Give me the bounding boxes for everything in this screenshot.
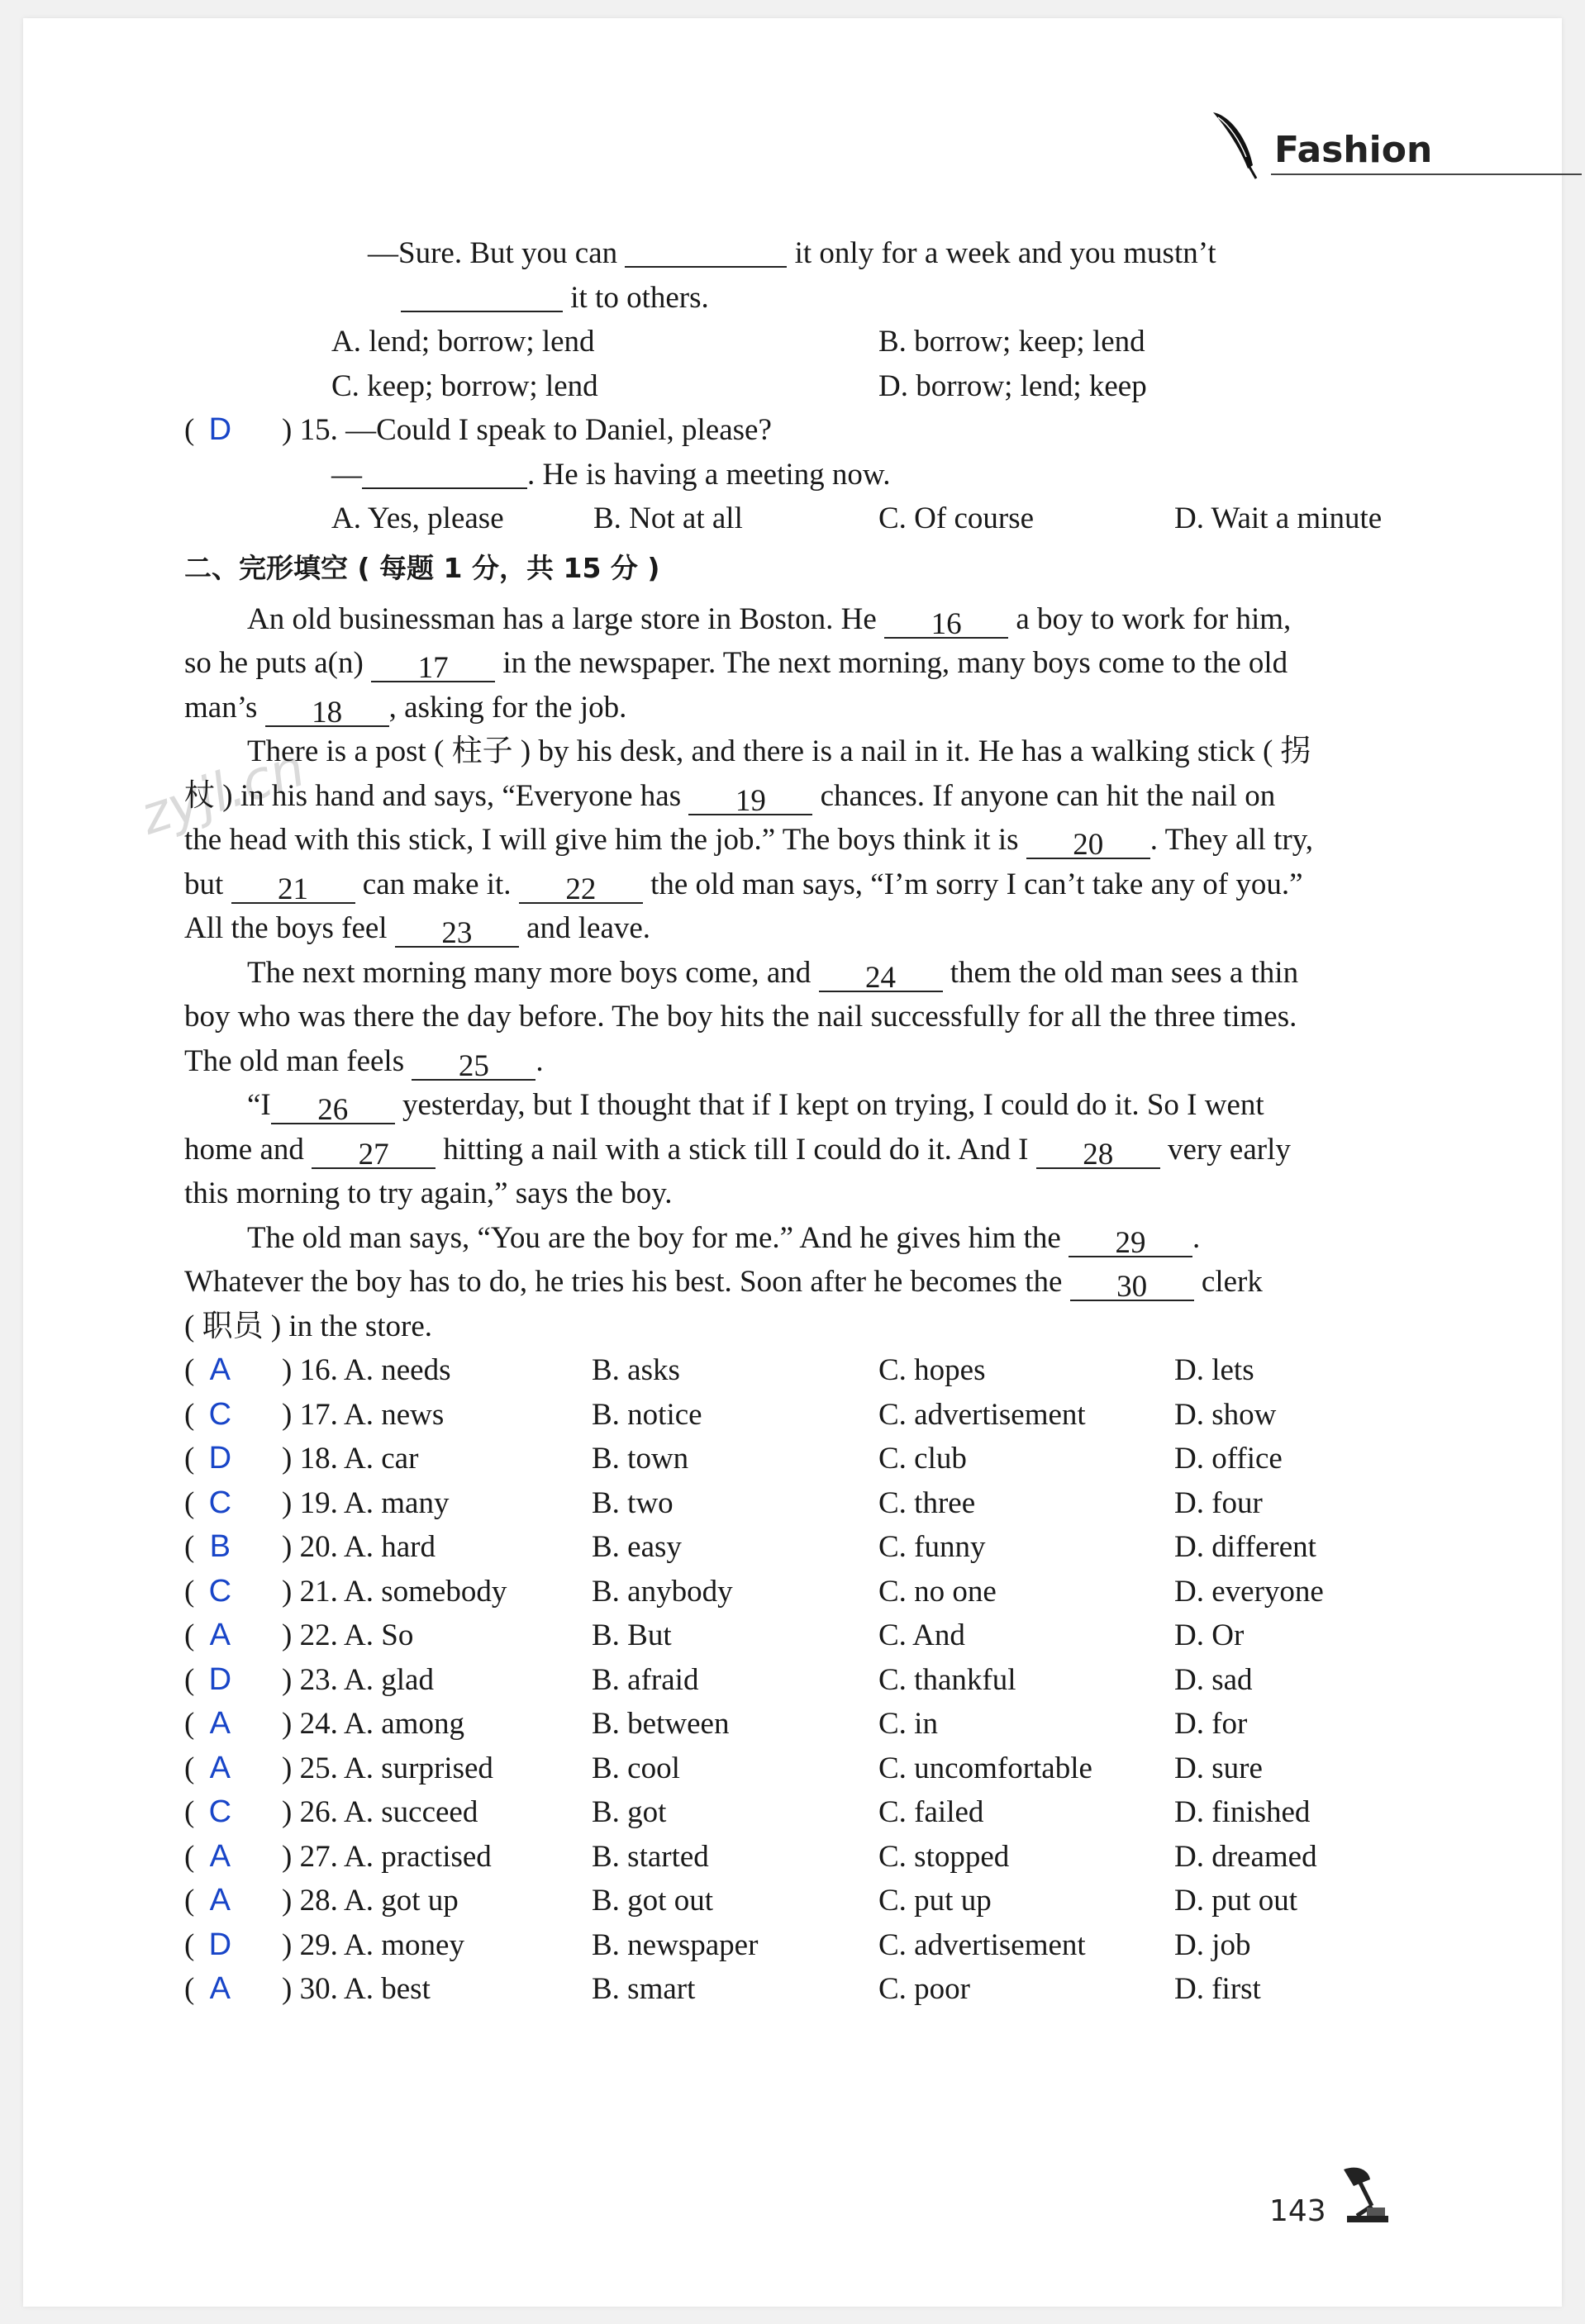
option-a: A. lend; borrow; lend bbox=[331, 325, 595, 359]
option-d: D. put out bbox=[1174, 1884, 1298, 1918]
q14-line1 bbox=[184, 231, 1407, 276]
option-b: B. got out bbox=[592, 1884, 713, 1918]
option-c: C. club bbox=[878, 1442, 967, 1476]
blank-18: 18 bbox=[265, 691, 389, 727]
header-rule bbox=[1271, 173, 1582, 175]
passage-line bbox=[184, 1305, 1407, 1349]
passage-line bbox=[184, 1083, 1407, 1128]
option-b: B. easy bbox=[592, 1530, 682, 1564]
answer-paren: ( A bbox=[184, 1702, 282, 1747]
answer-blank bbox=[401, 276, 563, 312]
answer-mark: A bbox=[209, 1838, 231, 1874]
text: An old businessman has a large store in Boston. He bbox=[247, 601, 877, 636]
option-d: D. dreamed bbox=[1174, 1839, 1317, 1874]
passage-line bbox=[184, 774, 1407, 819]
blank-21: 21 bbox=[231, 867, 355, 904]
blank-26: 26 bbox=[271, 1088, 395, 1124]
blank-27: 27 bbox=[312, 1133, 436, 1169]
answer-mark: D bbox=[208, 1441, 232, 1476]
answer-paren: ( A bbox=[184, 1835, 282, 1880]
option-c: C. keep; borrow; lend bbox=[331, 368, 598, 403]
question-stem bbox=[184, 1967, 431, 2012]
answer-blank bbox=[625, 231, 787, 268]
passage-line bbox=[184, 906, 1407, 951]
question-row bbox=[184, 1613, 1407, 1658]
q14-line2 bbox=[184, 276, 1407, 321]
question-text: ) 21. A. somebody bbox=[282, 1574, 507, 1609]
question-row bbox=[184, 1747, 1407, 1791]
passage-line bbox=[184, 1039, 1407, 1084]
question-text: ) 18. A. car bbox=[282, 1442, 419, 1476]
question-text: ) 20. A. hard bbox=[282, 1530, 436, 1564]
answer-paren: ( C bbox=[184, 1481, 282, 1526]
passage-line bbox=[184, 951, 1407, 996]
q14-options-row2 bbox=[184, 364, 1407, 409]
question-row bbox=[184, 1658, 1407, 1703]
option-b: B. newspaper bbox=[592, 1927, 759, 1962]
option-b: B. cool bbox=[592, 1751, 680, 1785]
text: ( 职员 ) in the store. bbox=[184, 1309, 433, 1343]
option-c: C. put up bbox=[878, 1884, 992, 1918]
question-text: ) 23. A. glad bbox=[282, 1662, 434, 1697]
blank-20: 20 bbox=[1026, 823, 1150, 859]
option-b: B. town bbox=[592, 1442, 689, 1476]
q15-stem bbox=[184, 408, 1407, 453]
passage-line bbox=[184, 686, 1407, 730]
blank-22: 22 bbox=[519, 867, 643, 904]
section-title: 二、完形填空 ( 每题 1 分，共 15 分 ) bbox=[184, 551, 660, 584]
question-text: ) 15. —Could I speak to Daniel, please? bbox=[282, 413, 772, 447]
question-text: ) 25. A. surprised bbox=[282, 1751, 493, 1785]
option-c: C. failed bbox=[878, 1795, 984, 1829]
blank-23: 23 bbox=[395, 911, 519, 948]
option-d: D. sure bbox=[1174, 1751, 1263, 1785]
option-a: A. Yes, please bbox=[331, 501, 504, 535]
passage-line bbox=[184, 641, 1407, 686]
option-d: D. lets bbox=[1174, 1353, 1254, 1387]
option-b: B. started bbox=[592, 1839, 709, 1874]
answer-paren: ( D bbox=[184, 1658, 282, 1703]
question-list bbox=[184, 1348, 1407, 2012]
option-c: C. advertisement bbox=[878, 1927, 1086, 1962]
answer-paren: ( A bbox=[184, 1967, 282, 2012]
option-b: B. between bbox=[592, 1707, 730, 1741]
option-c: C. no one bbox=[878, 1574, 997, 1609]
question-text: ) 24. A. among bbox=[282, 1707, 464, 1741]
page-number: 143 bbox=[1269, 2194, 1326, 2228]
question-text: ) 22. A. So bbox=[282, 1618, 414, 1652]
question-row bbox=[184, 1702, 1407, 1747]
answer-mark: A bbox=[209, 1971, 231, 2006]
question-row bbox=[184, 1835, 1407, 1880]
text: but bbox=[184, 867, 224, 901]
question-text: ) 26. A. succeed bbox=[282, 1795, 478, 1829]
answer-paren: ( A bbox=[184, 1348, 282, 1393]
answer-paren: ( C bbox=[184, 1570, 282, 1614]
text: hitting a nail with a stick till I could do it. And I bbox=[443, 1132, 1029, 1167]
question-stem bbox=[184, 1481, 449, 1526]
text: . They all try, bbox=[1149, 823, 1314, 857]
text: The old man feels bbox=[184, 1043, 405, 1078]
question-stem bbox=[184, 1747, 493, 1791]
text: them the old man sees a thin bbox=[950, 955, 1299, 990]
answer-mark: C bbox=[208, 1794, 232, 1829]
answer-mark: A bbox=[209, 1706, 231, 1741]
text: There is a post ( 柱子 ) by his desk, and there is a nail in it. He has a walking stick ( 拐 bbox=[247, 734, 1311, 768]
text: yesterday, but I thought that if I kept on trying, I could do it. So I went bbox=[402, 1088, 1264, 1122]
answer-mark: C bbox=[208, 1573, 232, 1609]
option-b: B. smart bbox=[592, 1972, 696, 2006]
answer-mark: A bbox=[209, 1352, 231, 1387]
option-d: D. office bbox=[1174, 1442, 1283, 1476]
chapter-header bbox=[1207, 107, 1583, 182]
option-b: B. anybody bbox=[592, 1574, 733, 1609]
option-b: B. afraid bbox=[592, 1662, 699, 1697]
question-row bbox=[184, 1481, 1407, 1526]
option-d: D. show bbox=[1174, 1397, 1277, 1432]
answer-paren: ( C bbox=[184, 1790, 282, 1835]
answer-paren: ( B bbox=[184, 1525, 282, 1570]
option-d: D. Or bbox=[1174, 1618, 1245, 1652]
blank-29: 29 bbox=[1069, 1221, 1192, 1257]
passage-line bbox=[184, 1216, 1407, 1261]
text: The old man says, “You are the boy for me.” And he gives him the bbox=[247, 1220, 1061, 1255]
text: can make it. bbox=[362, 867, 512, 901]
option-c: C. poor bbox=[878, 1972, 970, 2006]
option-d: D. for bbox=[1174, 1707, 1248, 1741]
answer-paren: ( D bbox=[184, 1437, 282, 1481]
q15-line2 bbox=[184, 453, 1407, 497]
option-b: B. Not at all bbox=[593, 501, 743, 535]
question-text: ) 17. A. news bbox=[282, 1397, 445, 1432]
answer-mark: A bbox=[209, 1883, 231, 1918]
question-stem bbox=[184, 1613, 413, 1658]
question-stem bbox=[184, 1835, 492, 1880]
text: home and bbox=[184, 1132, 304, 1167]
desk-lamp-icon bbox=[1332, 2161, 1398, 2227]
option-c: C. in bbox=[878, 1707, 938, 1741]
blank-25: 25 bbox=[412, 1044, 535, 1081]
text: —Sure. But you can bbox=[368, 236, 618, 270]
text: the head with this stick, I will give him the job.” The boys think it is bbox=[184, 823, 1019, 857]
option-b: B. two bbox=[592, 1485, 674, 1520]
question-row bbox=[184, 1348, 1407, 1393]
answer-paren: ( A bbox=[184, 1747, 282, 1791]
text: a boy to work for him, bbox=[1016, 601, 1292, 636]
blank-30: 30 bbox=[1070, 1265, 1194, 1301]
passage-line bbox=[184, 995, 1407, 1039]
passage-line bbox=[184, 818, 1407, 863]
option-b: B. borrow; keep; lend bbox=[878, 325, 1145, 359]
option-b: B. got bbox=[592, 1795, 667, 1829]
option-c: C. Of course bbox=[878, 501, 1035, 535]
question-stem bbox=[184, 1393, 444, 1438]
passage-line bbox=[184, 597, 1407, 642]
answer-mark: A bbox=[209, 1750, 231, 1785]
text: . bbox=[1192, 1220, 1201, 1255]
option-d: D. sad bbox=[1174, 1662, 1253, 1697]
q14-options-row1 bbox=[184, 320, 1407, 364]
question-text: ) 19. A. many bbox=[282, 1485, 450, 1520]
blank-16: 16 bbox=[884, 602, 1008, 639]
question-row bbox=[184, 1570, 1407, 1614]
text: clerk bbox=[1201, 1265, 1263, 1299]
option-b: B. notice bbox=[592, 1397, 702, 1432]
text: the old man says, “I’m sorry I can’t take any of you.” bbox=[650, 867, 1303, 901]
text: this morning to try again,” says the boy. bbox=[184, 1176, 673, 1210]
blank-19: 19 bbox=[688, 779, 812, 815]
question-row bbox=[184, 1437, 1407, 1481]
answer-mark: C bbox=[208, 1485, 232, 1520]
text: The next morning many more boys come, and bbox=[247, 955, 812, 990]
question-stem bbox=[184, 1790, 478, 1835]
text: it to others. bbox=[570, 280, 709, 315]
option-c: C. And bbox=[878, 1618, 965, 1652]
question-stem bbox=[184, 1923, 464, 1968]
passage-line bbox=[184, 863, 1407, 907]
option-d: D. four bbox=[1174, 1485, 1263, 1520]
text: . bbox=[535, 1043, 544, 1078]
answer-mark: D bbox=[208, 1927, 232, 1962]
answer-paren: ( C bbox=[184, 1393, 282, 1438]
text: it only for a week and you mustn’t bbox=[794, 236, 1216, 270]
text: Whatever the boy has to do, he tries his best. Soon after he becomes the bbox=[184, 1265, 1063, 1299]
text: very early bbox=[1167, 1132, 1291, 1167]
option-b: B. asks bbox=[592, 1353, 680, 1387]
question-text: ) 28. A. got up bbox=[282, 1884, 459, 1918]
answer-paren: ( A bbox=[184, 1879, 282, 1923]
passage-line bbox=[184, 730, 1407, 774]
text: “I bbox=[247, 1088, 271, 1122]
text: chances. If anyone can hit the nail on bbox=[820, 778, 1276, 813]
question-stem bbox=[184, 1702, 464, 1747]
text: — bbox=[331, 457, 362, 492]
option-d: D. finished bbox=[1174, 1795, 1311, 1829]
option-c: C. three bbox=[878, 1485, 976, 1520]
answer-mark: A bbox=[209, 1618, 231, 1652]
question-stem bbox=[184, 1348, 451, 1393]
option-c: C. hopes bbox=[878, 1353, 986, 1387]
answer-paren: ( D bbox=[184, 408, 282, 453]
passage-line bbox=[184, 1260, 1407, 1305]
question-text: ) 30. A. best bbox=[282, 1972, 431, 2006]
quill-pen-icon bbox=[1207, 107, 1264, 182]
passage-line bbox=[184, 1128, 1407, 1172]
text: and leave. bbox=[526, 911, 651, 945]
answer-mark: C bbox=[208, 1396, 232, 1432]
text: . He is having a meeting now. bbox=[527, 457, 891, 492]
text: in the newspaper. The next morning, many boys come to the old bbox=[502, 646, 1288, 680]
text: , asking for the job. bbox=[388, 690, 627, 725]
text: boy who was there the day before. The boy hits the nail successfully for all the three times. bbox=[184, 1000, 1297, 1034]
exercise-content bbox=[184, 231, 1407, 2012]
blank-28: 28 bbox=[1036, 1133, 1160, 1169]
text: man’s bbox=[184, 690, 258, 725]
chapter-title: Fashion bbox=[1274, 129, 1433, 171]
option-c: C. advertisement bbox=[878, 1397, 1086, 1432]
option-d: D. borrow; lend; keep bbox=[878, 368, 1147, 403]
option-d: D. first bbox=[1174, 1972, 1261, 2006]
option-c: C. funny bbox=[878, 1530, 986, 1564]
text: 杖 ) in his hand and says, “Everyone has bbox=[184, 778, 682, 813]
question-text: ) 29. A. money bbox=[282, 1927, 464, 1962]
option-d: D. Wait a minute bbox=[1174, 501, 1383, 535]
answer-paren: ( A bbox=[184, 1613, 282, 1658]
question-row bbox=[184, 1879, 1407, 1923]
watermark: zyjl.cn bbox=[133, 737, 312, 848]
text: so he puts a(n) bbox=[184, 646, 364, 680]
question-text: ) 27. A. practised bbox=[282, 1839, 492, 1874]
question-row bbox=[184, 1525, 1407, 1570]
option-c: C. thankful bbox=[878, 1662, 1016, 1697]
option-d: D. everyone bbox=[1174, 1574, 1324, 1609]
question-row bbox=[184, 1967, 1407, 2012]
q15-options bbox=[184, 497, 1407, 541]
answer-mark: D bbox=[208, 412, 232, 447]
question-row bbox=[184, 1923, 1407, 1968]
option-d: D. different bbox=[1174, 1530, 1316, 1564]
option-c: C. uncomfortable bbox=[878, 1751, 1092, 1785]
workbook-page bbox=[23, 18, 1562, 2307]
question-stem bbox=[184, 1879, 459, 1923]
question-stem bbox=[184, 1525, 436, 1570]
question-text: ) 16. A. needs bbox=[282, 1353, 451, 1387]
option-b: B. But bbox=[592, 1618, 672, 1652]
answer-mark: D bbox=[208, 1661, 232, 1697]
answer-mark: B bbox=[209, 1529, 231, 1564]
text: All the boys feel bbox=[184, 911, 388, 945]
blank-17: 17 bbox=[371, 646, 495, 682]
question-row bbox=[184, 1393, 1407, 1438]
blank-24: 24 bbox=[819, 956, 943, 992]
question-stem bbox=[184, 1437, 418, 1481]
option-d: D. job bbox=[1174, 1927, 1251, 1962]
option-c: C. stopped bbox=[878, 1839, 1010, 1874]
answer-paren: ( D bbox=[184, 1923, 282, 1968]
question-stem bbox=[184, 1658, 434, 1703]
passage-line bbox=[184, 1172, 1407, 1216]
answer-blank bbox=[362, 453, 527, 489]
question-row bbox=[184, 1790, 1407, 1835]
question-stem bbox=[184, 1570, 507, 1614]
